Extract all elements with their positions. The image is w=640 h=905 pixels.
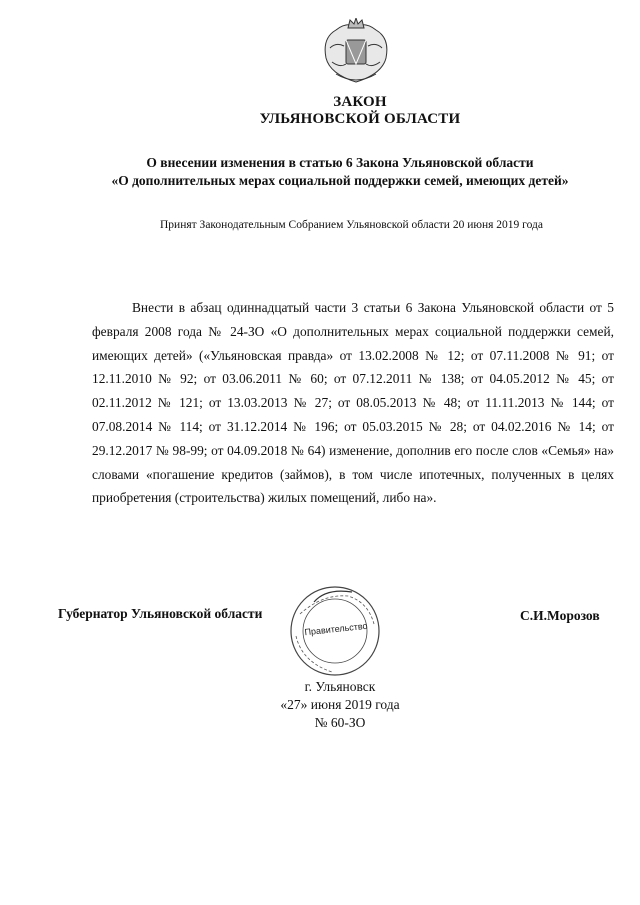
subject-line-1: О внесении изменения в статью 6 Закона Ульяновской области — [146, 155, 534, 170]
law-heading: ЗАКОН — [333, 94, 387, 110]
signing-date: «27» июня 2019 года — [280, 697, 400, 712]
signatory-name: С.И.Морозов — [520, 608, 600, 623]
adopted-note: Принят Законодательным Собранием Ульяновской области 20 июня 2019 года — [160, 219, 543, 231]
law-body-text: Внести в абзац одиннадцатый части 3 статьи 6 Закона Ульяновской области от 5 февраля 2008 года № 24-ЗО «О дополнительных мерах социальной поддержки семей, имеющих детей» («Ульяновская правда» от 13.02.2008 № 12; от 07.11.2008 № 91; от 12.11.2010 № 92; от 03.06.2011 № 60; от 07.12.2011 № 138; от 04.05.2012 № 45; от 02.11.2012 № 121; от 13.03.2013 № 27; от 08.05.2013 № 48; от 11.11.2013 № 144; от 07.08.2014 № 114; от 31.12.2014 № 196; от 05.03.2015 № 28; от 04.02.2016 № 14; от 29.12.2017 № 98-99; от 04.09.2018 № 64) изменение, дополнив его после слов «Семья» на» словами «погашение кредитов (займов), в том числе ипотечных, полученных в целях приобретения (строительства) жилых помещений, либо на». — [92, 300, 614, 506]
law-number: № 60-ЗО — [314, 715, 366, 730]
law-body — [92, 296, 614, 510]
subject-line-2: «О дополнительных мерах социальной поддержки семей, имеющих детей» — [111, 173, 569, 188]
place-of-signing: г. Ульяновск — [304, 679, 376, 694]
region-heading: УЛЬЯНОВСКОЙ ОБЛАСТИ — [259, 111, 461, 127]
coat-of-arms-emblem — [316, 18, 396, 86]
stamp-text: Правительство — [304, 620, 368, 638]
signatory-position: Губернатор Ульяновской области — [58, 606, 263, 621]
